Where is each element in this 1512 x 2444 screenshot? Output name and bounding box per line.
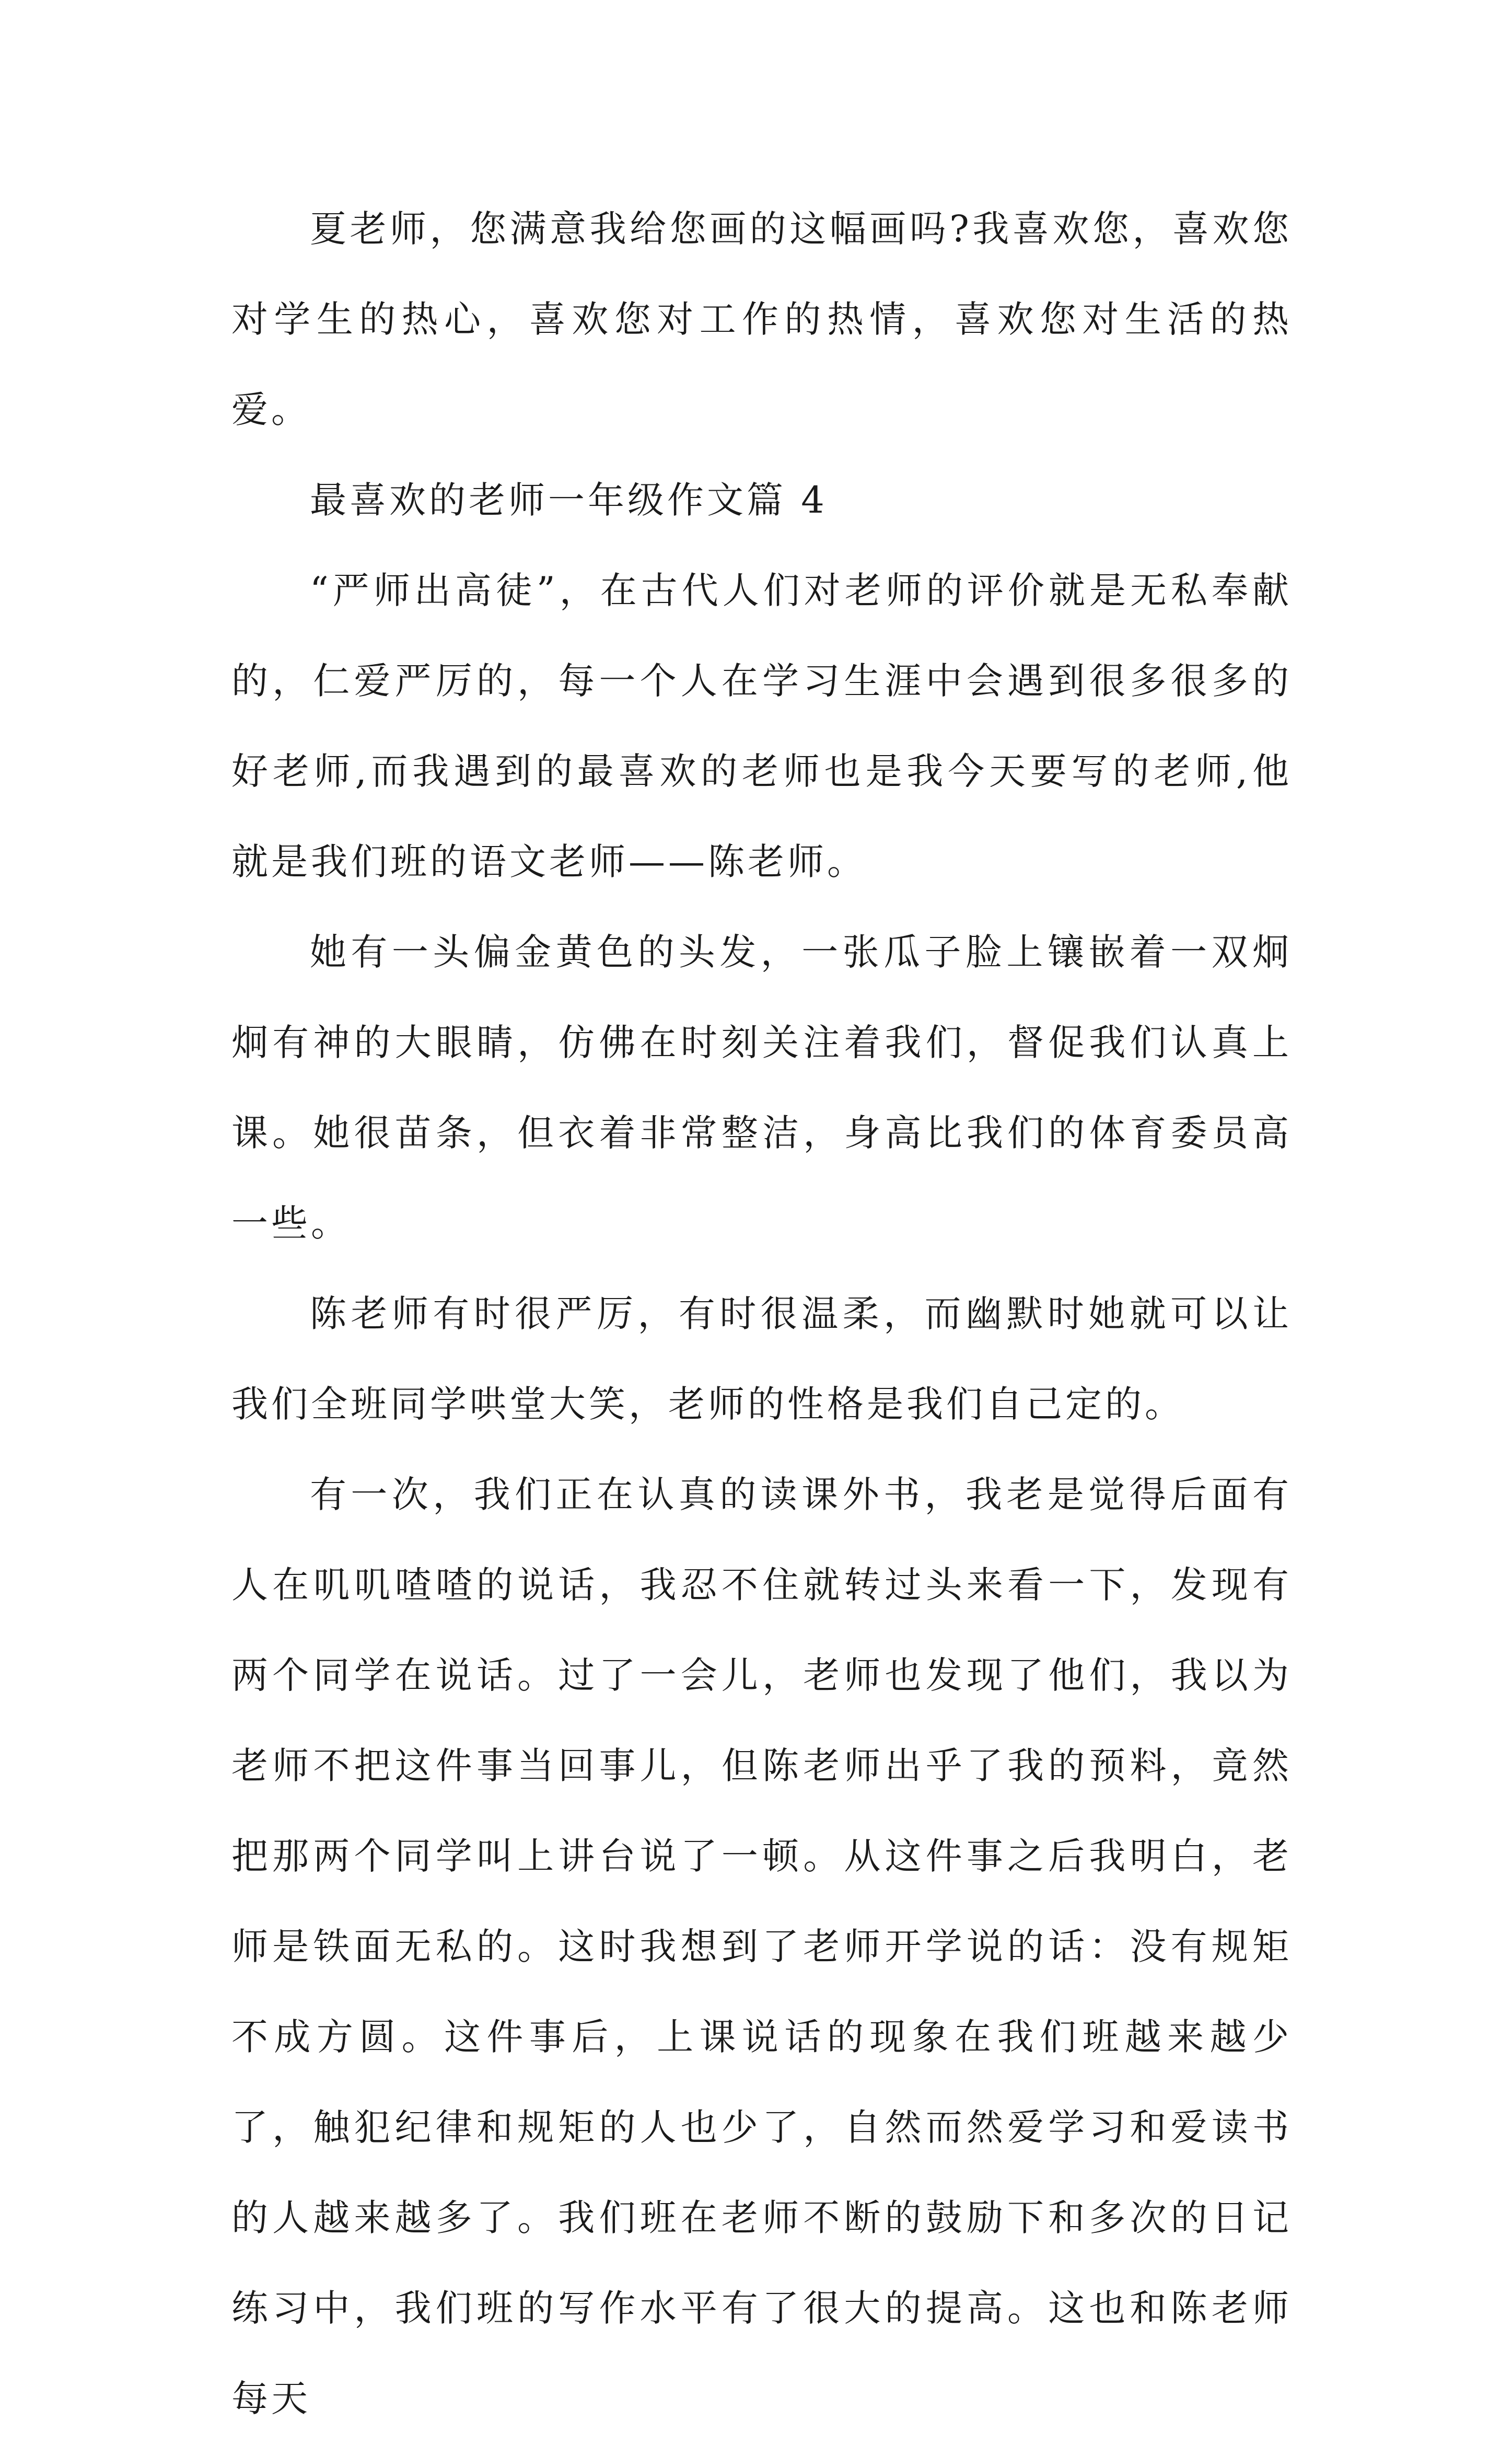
paragraph: 夏老师，您满意我给您画的这幅画吗?我喜欢您，喜欢您对学生的热心，喜欢您对工作的热情，喜欢您对生活的热爱。 xyxy=(231,207,1292,431)
section-heading: 最喜欢的老师一年级作文篇 4 xyxy=(310,479,828,522)
paragraph: “严师出高徒”，在古代人们对老师的评价就是无私奉献的，仁爱严厉的，每一个人在学习生涯中会遇到很多很多的好老师,而我遇到的最喜欢的老师也是我今天要写的老师,他就是我们班的语文老师——陈老师。 xyxy=(231,569,1292,883)
paragraph: 陈老师有时很严厉，有时很温柔，而幽默时她就可以让我们全班同学哄堂大笑，老师的性格是我们自己定的。 xyxy=(231,1292,1292,1426)
paragraph: 她有一头偏金黄色的头发，一张瓜子脸上镶嵌着一双炯炯有神的大眼睛，仿佛在时刻关注着我们，督促我们认真上课。她很苗条，但衣着非常整洁，身高比我们的体育委员高一些。 xyxy=(231,931,1292,1245)
document-body xyxy=(231,184,1292,2444)
paragraph: 有一次，我们正在认真的读课外书，我老是觉得后面有人在叽叽喳喳的说话，我忍不住就转过头来看一下，发现有两个同学在说话。过了一会儿，老师也发现了他们，我以为老师不把这件事当回事儿，但陈老师出乎了我的预料，竟然把那两个同学叫上讲台说了一顿。从这件事之后我明白，老师是铁面无私的。这时我想到了老师开学说的话：没有规矩不成方圆。这件事后，上课说话的现象在我们班越来越少了，触犯纪律和规矩的人也少了，自然而然爱学习和爱读书的人越来越多了。我们班在老师不断的鼓励下和多次的日记练习中，我们班的写作水平有了很大的提高。这也和陈老师每天 xyxy=(231,1473,1292,2420)
